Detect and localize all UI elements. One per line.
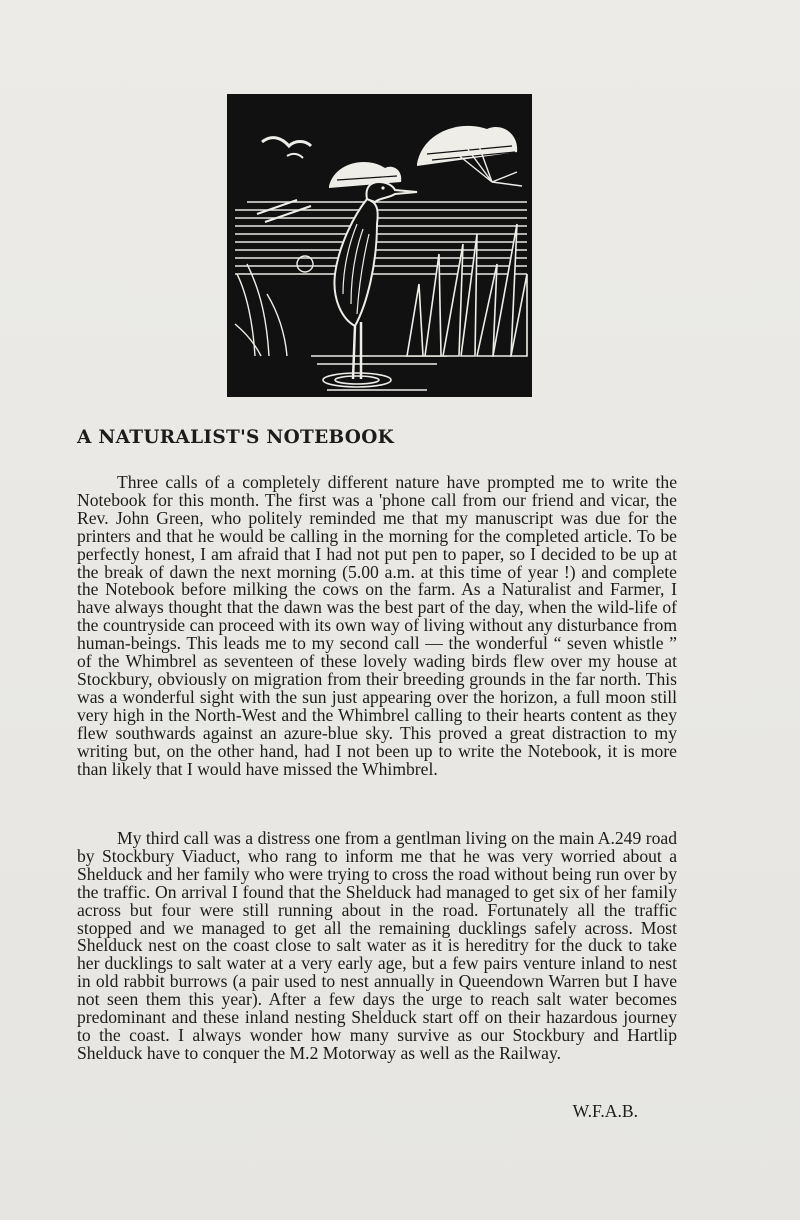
heron-woodcut	[227, 94, 532, 397]
article-paragraph-1: Three calls of a completely different nature have prompted me to write the Notebook for this month. The first was a 'phone call from our friend and vicar, the Rev. John Green, who politely reminded me that my manuscript was due for the printers and that he would be calling in the morning for the completed article. To be perfectly honest, I am afraid that I had not put pen to paper, so I decided to be up at the break of dawn the next morning (5.00 a.m. at this time of year !) and complete the Notebook before milking the cows on the farm. As a Naturalist and Farmer, I have always thought that the dawn was the best part of the day, when the wild-life of the countryside can proceed with its own way of living without any disturbance from human-beings. This leads me to my second call — the wonderful “ seven whistle ” of the Whimbrel as seventeen of these lovely wading birds flew over my house at Stockbury, obviously on migration from their breeding grounds in the far north. This was a wonderful sight with the sun just appearing over the horizon, a full moon still very high in the North-West and the Whimbrel calling to their hearts content as they flew southwards against an azure-blue sky. This proved a great distraction to my writing but, on the other hand, had I not been up to write the Notebook, it is more than likely that I would have missed the Whimbrel.	[77, 472, 677, 779]
author-signature: W.F.A.B.	[572, 1101, 638, 1121]
heron-woodcut-icon	[227, 94, 532, 397]
article-paragraph-2: My third call was a distress one from a gentlman living on the main A.249 road by Stockbury Viaduct, who rang to inform me that he was very worried about a Shelduck and her family who were trying to cross the road without being run over by the traffic. On arrival I found that the Shelduck had managed to get six of her family across but four were still running about in the road. Fortunately all the traffic stopped and we managed to get all the remaining ducklings safely across. Most Shelduck nest on the coast close to salt water as it is hereditry for the duck to take her ducklings to salt water at a very early age, but a few pairs venture inland to nest in old rabbit burrows (a pair used to nest annually in Queendown Warren but I have not seen them this year). After a few days the urge to reach salt water becomes predominant and these inland nesting Shelduck start off on their hazardous journey to the coast. I always wonder how many survive as our Stockbury and Hartlip Shelduck have to conquer the M.2 Motorway as well as the Railway.	[77, 828, 677, 1063]
article-title: A NATURALIST'S NOTEBOOK	[77, 427, 395, 448]
